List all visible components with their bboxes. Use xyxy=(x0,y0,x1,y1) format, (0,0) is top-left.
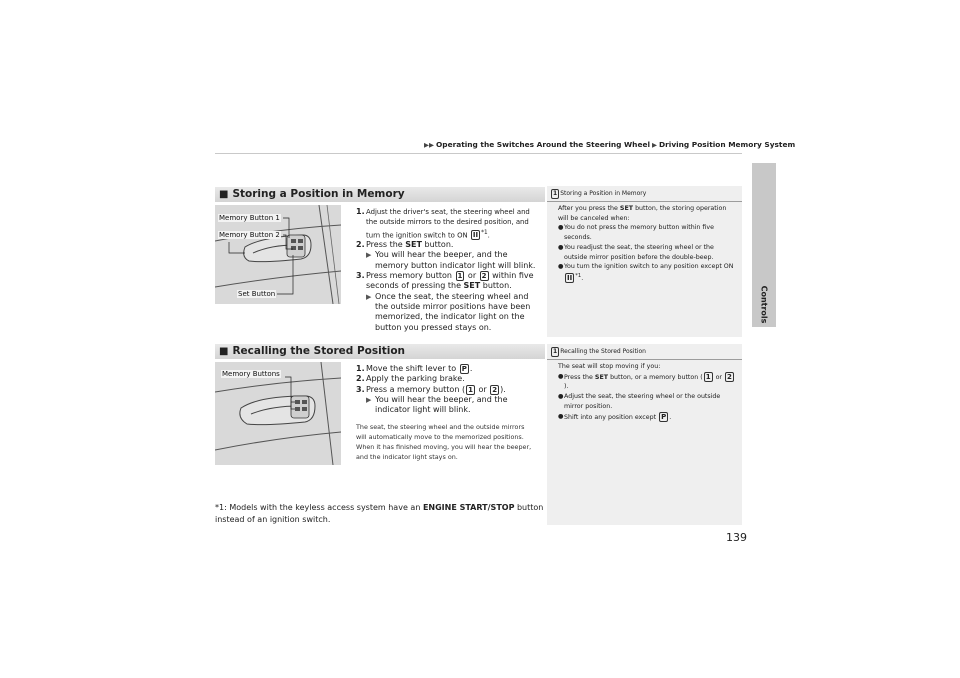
step-3-result xyxy=(356,395,536,416)
bullet-icon: ● xyxy=(558,372,564,380)
step-text: Press memory button 1 or 2 within five seconds of pressing the SET button. xyxy=(366,271,534,291)
callout-leader-lines xyxy=(215,205,341,304)
memory-2-key-icon: 2 xyxy=(727,372,732,381)
section-marker-icon: ■ xyxy=(219,189,229,200)
result-arrow-icon: ▶ xyxy=(366,251,372,260)
step-3 xyxy=(356,271,536,292)
sidebar-bullet: ● You turn the ignition switch to any position except ON II $^{*1}$. xyxy=(558,263,734,283)
step-number: 1. xyxy=(356,207,365,216)
sidebar-intro: After you press the SET button, the storing operation will be canceled when: xyxy=(558,205,727,222)
result-arrow-icon: ▶ xyxy=(366,395,372,404)
footnote: *1: Models with the keyless access system have an ENGINE START/STOP button instead of an ignition switch. xyxy=(215,503,544,524)
breadcrumb-item[interactable]: Operating the Switches Around the Steering Wheel xyxy=(436,140,650,149)
step-3-result xyxy=(356,292,536,333)
step-result-text: You will hear the beeper, and the indicator light will blink. xyxy=(375,394,508,415)
recall-note: The seat, the steering wheel and the outside mirrors will automatically move to the memorized positions. When it has finished moving, you will hear the beeper, and the indicator light stays on. xyxy=(356,423,532,461)
step-2-result xyxy=(356,250,536,271)
note-marker-icon: 1 xyxy=(553,190,558,197)
door-panel-illustration-recall xyxy=(215,362,341,465)
step-result-text: You will hear the beeper, and the memory button indicator light will blink. xyxy=(375,250,536,270)
header-divider xyxy=(215,153,742,154)
chapter-tab-label: Controls xyxy=(759,285,769,324)
breadcrumb xyxy=(422,140,795,149)
section-heading-text: Storing a Position in Memory xyxy=(232,188,405,200)
bullet-icon: ● xyxy=(558,243,564,251)
step-number: 2. xyxy=(356,240,365,250)
park-key-icon: P xyxy=(661,412,667,421)
step-number: 1. xyxy=(356,364,365,373)
breadcrumb-item[interactable]: Driving Position Memory System xyxy=(659,140,796,149)
step-1 xyxy=(356,207,536,240)
memory-1-key-icon: 1 xyxy=(705,372,711,381)
bullet-icon: ● xyxy=(558,224,564,232)
step-number: 2. xyxy=(356,374,365,384)
sidebar-body xyxy=(547,360,742,422)
sidebar-bullet: ● You readjust the seat, the steering wheel or the outside mirror position before the double-beep. xyxy=(558,243,714,261)
memory-2-key-icon: 2 xyxy=(492,385,498,394)
step-text: Move the shift lever to P . xyxy=(366,364,473,373)
section-heading-recalling xyxy=(215,344,545,359)
bullet-icon: ● xyxy=(558,263,564,271)
ignition-on-key-icon: II xyxy=(472,230,479,239)
breadcrumb-arrows-icon: ▶▶ xyxy=(424,141,434,149)
callout-set-button: Set Button xyxy=(238,290,276,298)
sidebar-title: 1 Storing a Position in Memory xyxy=(547,186,742,202)
memory-1-key-icon: 1 xyxy=(457,272,463,281)
sidebar-bullet: ● Press the SET button, or a memory button ( 1 or 2). xyxy=(558,372,732,391)
callout-memory-button-2: Memory Button 2 xyxy=(219,231,280,239)
step-result-text: Once the seat, the steering wheel and the outside mirror positions have been memorized, the indicator light on the button you pressed stays on. xyxy=(375,291,531,332)
step-text: Press a memory button ( 1 or 2 ). xyxy=(366,384,506,394)
bullet-icon: ● xyxy=(558,412,564,420)
memory-2-key-icon: 2 xyxy=(481,272,487,281)
sidebar-bullet: ● You do not press the memory button within five seconds. xyxy=(558,224,714,242)
step-text: Press the SET button. xyxy=(366,240,454,250)
step-number: 3. xyxy=(356,271,365,281)
sidebar-bullet: ● Shift into any position except P . xyxy=(558,412,672,421)
sidebar-intro: The seat will stop moving if you: xyxy=(558,363,661,370)
recalling-steps xyxy=(356,364,536,463)
result-arrow-icon: ▶ xyxy=(366,292,372,301)
step-number: 3. xyxy=(356,384,365,394)
sidebar-title: 1 Recalling the Stored Position xyxy=(547,344,742,360)
bullet-icon: ● xyxy=(558,393,564,401)
sidebar-note-storing xyxy=(547,186,742,337)
note-marker-icon: 1 xyxy=(553,348,558,355)
page-number: 139 xyxy=(726,531,747,544)
breadcrumb-arrow-icon: ▶ xyxy=(652,141,657,149)
section-heading-storing xyxy=(215,187,545,202)
sidebar-body xyxy=(547,202,742,284)
sidebar-bullet: ● Adjust the seat, the steering wheel or the outside mirror position. xyxy=(558,393,721,410)
callout-memory-buttons: Memory Buttons xyxy=(222,370,280,378)
step-2 xyxy=(356,240,536,250)
callout-memory-button-1: Memory Button 1 xyxy=(219,214,280,222)
step-3 xyxy=(356,385,536,395)
storing-steps xyxy=(356,207,536,333)
step-text: Adjust the driver's seat, the steering wheel and the outside mirrors to the desired position, and turn the ignition switch to ON II $^{*1}$. xyxy=(366,208,530,239)
step-2 xyxy=(356,374,536,384)
section-marker-icon: ■ xyxy=(219,346,229,357)
step-1 xyxy=(356,364,536,374)
step-text: Apply the parking brake. xyxy=(366,374,465,384)
memory-1-key-icon: 1 xyxy=(468,385,473,394)
sidebar-note-recalling xyxy=(547,344,742,525)
ignition-on-key-icon: II xyxy=(567,274,573,283)
door-panel-illustration xyxy=(215,205,341,304)
section-heading-text: Recalling the Stored Position xyxy=(232,345,406,357)
park-key-icon: P xyxy=(461,365,467,373)
